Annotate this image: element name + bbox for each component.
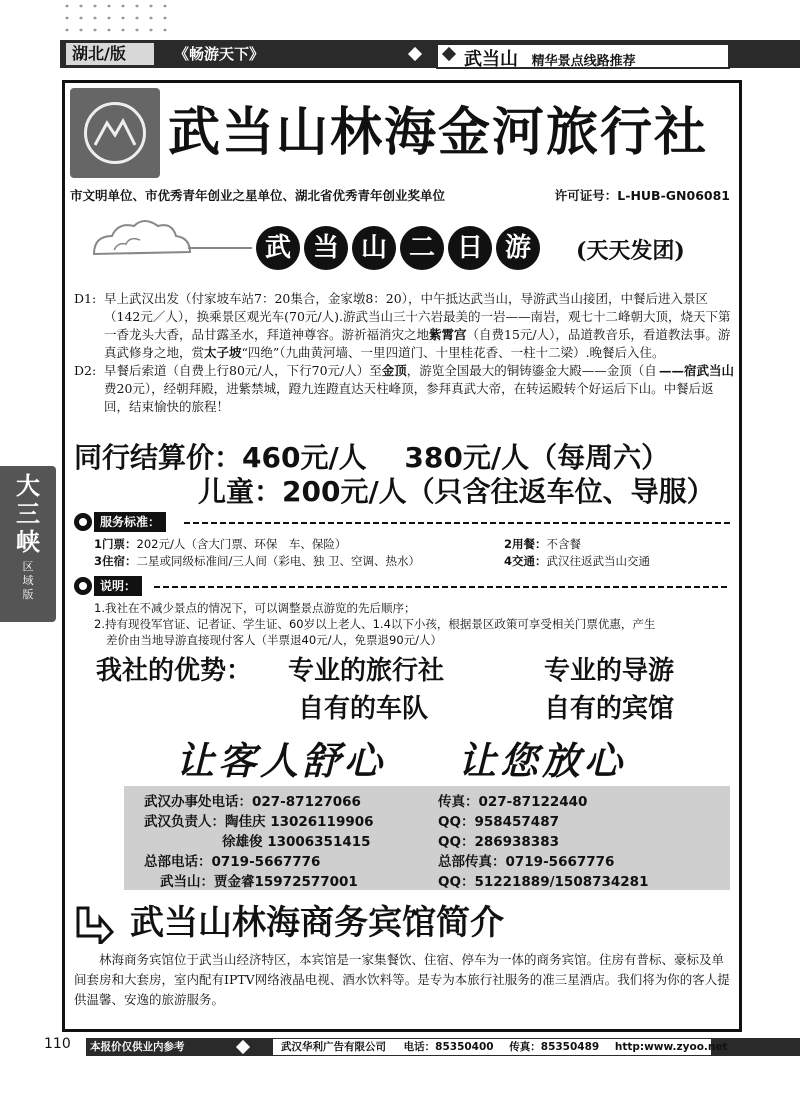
manager-contact: 武汉负责人：陶佳庆 13026119906: [144, 814, 374, 830]
peer-price: 同行结算价：460元/人 380元/人（每周六）: [74, 441, 670, 474]
itinerary-day: [74, 362, 734, 416]
service-item: [94, 536, 346, 553]
hotel-title: 武当山林海商务宾馆简介: [130, 903, 504, 943]
page-number: 110: [44, 1036, 71, 1052]
route-subtitle: 精华景点线路推荐: [531, 54, 636, 69]
side-tab-title: 大三峡: [16, 471, 40, 556]
yin-yang-icon: [74, 513, 92, 531]
tour-title-char: 游: [496, 226, 540, 270]
qq-number: QQ：286938383: [438, 834, 559, 850]
service-label: 1门票：: [94, 537, 137, 551]
agency-honors: 市文明单位、市优秀青年创业之星单位、湖北省优秀青年创业奖单位: [70, 188, 446, 203]
agency-logo: [70, 88, 160, 178]
day-label: D1:: [74, 291, 97, 306]
side-tab: [0, 466, 56, 622]
yin-yang-icon: [74, 577, 92, 595]
advantage: 专业的导游: [544, 656, 675, 686]
hq-phone: 总部电话：0719-5667776: [144, 854, 321, 870]
manager-contact: 徐雄俊 13006351415: [222, 834, 371, 850]
highlight-spot: 紫霄宫: [429, 327, 467, 342]
route-box: [436, 43, 730, 69]
footer-company: 武汉华利广告有限公司: [281, 1041, 386, 1053]
note-line: 差价由当地导游直接现付客人（半票退40元/人，免票退90元/人）: [106, 633, 443, 647]
note-line: 2.持有现役军官证、记者证、学生证、60岁以上老人、1.4以下小孩，根据景区政策可享受相关门票优惠，产生: [94, 617, 656, 631]
day-text: 早餐后索道（自费上行80元/人，下行70元/人）至: [104, 363, 382, 378]
service-value: 二星或同级标准间/三人间（彩电、独 卫、空调、热水）: [136, 554, 421, 568]
day-text: 早上武汉出发（付家坡车站7：20集合，金家墩8：20），中午抵达武当山，导游武当山接团，中餐后进入景区（142元／人），换乘景区观光车(70元/人).游武当山三十六岩最美的一岩——南岩，观七十二峰朝大顶，烧天下第一香龙头大香，品甘露圣水，拜道神尊容。游祈福消灾之地: [104, 291, 731, 342]
overnight-note: ——宿武当山: [658, 363, 734, 378]
slogan: 让您放心: [458, 738, 627, 783]
contact-box: [124, 786, 730, 890]
highlight-spot: 太子坡: [204, 345, 242, 360]
footer-note: 本报价仅供业内参考: [90, 1041, 185, 1053]
decorative-dots: [60, 0, 170, 36]
tour-title-char: 武: [256, 226, 300, 270]
service-label: 3住宿：: [94, 554, 137, 568]
advantage: 专业的旅行社: [288, 656, 445, 686]
hotel-description: 林海商务宾馆位于武当山经济特区，本宾馆是一家集餐饮、住宿、停车为一体的商务宾馆。住房有普标、豪标及单间套房和大套房，室内配有IPTV网络液晶电视、酒水饮料等。是专为本旅行社服务的准三星酒店。我们将为你的客人提供温馨、安逸的旅游服务。: [74, 952, 730, 1007]
service-item: [504, 536, 581, 553]
side-tab-sub: 区域版: [22, 560, 34, 601]
day-label: D2:: [74, 363, 97, 378]
tour-title-char: 山: [352, 226, 396, 270]
itinerary: [74, 290, 734, 416]
note-line: 1.我社在不减少景点的情况下，可以调整景点游览的先后顺序；: [94, 601, 416, 615]
day-text: （自费15元/人），品道教音乐，看道教法事。游真武修身之地，赏: [104, 327, 731, 360]
mountain-icon: [84, 102, 146, 164]
qq-number: QQ：51221889/1508734281: [438, 874, 649, 890]
column-label: 《畅游天下》: [174, 45, 265, 63]
tour-title-char: 二: [400, 226, 444, 270]
day-text: ，游览全国最大的铜铸鎏金大殿——金顶（自费20元），经朝拜殿，进紫禁城，蹬九连蹬直达天柱峰顶，参拜真武大帝，在转运殿转个好运后下山。中餐后返回，结束愉快的旅程！: [104, 363, 714, 414]
service-label: 2用餐：: [504, 537, 547, 551]
service-item: [94, 553, 420, 570]
tour-title-char: 日: [448, 226, 492, 270]
service-value: 202元/人（含大门票、环保 车、保险）: [136, 537, 347, 551]
service-item: [504, 553, 650, 570]
slogan: 让客人舒心: [176, 738, 387, 783]
footer-info: [272, 1038, 728, 1056]
tour-title: [256, 226, 544, 270]
footer-url[interactable]: http:www.zyoo.net: [614, 1041, 728, 1053]
advantages-prefix: 我社的优势：: [96, 656, 253, 686]
office-fax: 传真：027-87122440: [438, 794, 588, 810]
route-title: 武当山: [464, 49, 518, 70]
divider: [184, 522, 730, 524]
service-heading-label: 服务标准：: [94, 512, 166, 532]
footer-phone: 电话：85350400: [403, 1041, 494, 1053]
hq-fax: 总部传真：0719-5667776: [438, 854, 615, 870]
highlight-spot: 金顶: [381, 363, 407, 378]
notes-heading-label: 说明：: [94, 576, 142, 596]
region-label: 湖北/版: [66, 43, 154, 65]
hotel-heading: [74, 900, 730, 946]
tour-title-char: 当: [304, 226, 348, 270]
service-heading: [74, 512, 730, 532]
advantage: 自有的宾馆: [544, 694, 675, 724]
advantage: 自有的车队: [298, 694, 429, 724]
day-text: “四绝”（九曲黄河墙、一里四道门、十里桂花香、一柱十二梁）.晚餐后入住。: [241, 345, 665, 360]
qq-number: QQ：958457487: [438, 814, 559, 830]
child-price: 儿童：200元/人（只含往返车位、导服）: [198, 475, 715, 508]
daily-departure: (天天发团): [576, 238, 685, 264]
license-number: 许可证号：L-HUB-GN06081: [554, 188, 730, 203]
arrow-icon: [74, 904, 114, 944]
cloud-icon: [84, 214, 254, 272]
notes-heading: [74, 576, 730, 596]
footer-fax: 传真：85350489: [509, 1041, 600, 1053]
divider: [154, 586, 730, 588]
agency-honors-row: [70, 186, 730, 204]
office-phone: 武汉办事处电话：027-87127066: [144, 794, 361, 810]
service-value: 武汉往返武当山交通: [546, 554, 651, 568]
wudang-contact: 武当山：贾金睿15972577001: [160, 874, 358, 890]
service-value: 不含餐: [546, 537, 582, 551]
service-label: 4交通：: [504, 554, 547, 568]
footer: [0, 1030, 800, 1060]
agency-name: 武当山林海金河旅行社: [168, 103, 709, 163]
